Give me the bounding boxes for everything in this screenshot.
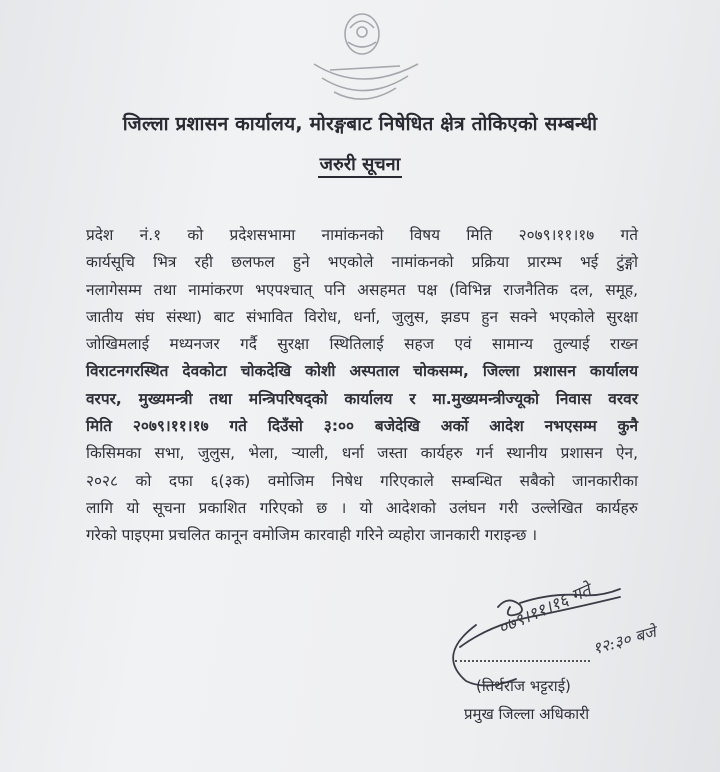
body-line: जातीय संघ संस्था) बाट संभावित विरोध, धर्ना, जुलुस, झडप हुन सक्ने भएकोले सुरक्षा [86,307,638,326]
notice-subtitle [0,152,720,176]
body-line: जोखिमलाई मध्यनजर गर्दै सुरक्षा स्थितिलाई सहज एवं सामान्य तुल्याई राख्न [86,335,638,354]
signer-name: (तिर्थराज भट्टराई) [476,677,571,695]
signer-designation: प्रमुख जिल्ला अधिकारी [464,705,590,723]
body-line: किसिमका सभा, जुलुस, भेला, र्‍याली, धर्ना जस्ता कार्यहरु गर्न स्थानीय प्रशासन ऐन, [86,444,638,463]
signature-line [455,660,590,662]
body-line: गरेको पाइएमा प्रचलित कानून वमोजिम कारवाही गरिने व्यहोरा जानकारी गराइन्छ । [86,526,538,545]
government-seal-stamp [300,4,430,114]
body-line: लागि यो सूचना प्रकाशित गरिएको छ । यो आदेशको उलंघन गरी उल्लेखित कार्यहरु [86,498,638,517]
body-line: नलागेसम्म तथा नामांकरण भएपश्चात् पनि असहमत पक्ष (विभिन्न राजनैतिक दल, समूह, [86,280,638,299]
body-line: २०२८ को दफा ६(३क) वमोजिम निषेध गरिएकाले सम्बन्धित सबैको जानकारीका [86,471,638,490]
notice-title: जिल्ला प्रशासन कार्यालय, मोरङ्गबाट निषेधित क्षेत्र तोकिएको सम्बन्धी [122,113,598,135]
handwritten-date: ०७९।११।१६ गते [495,580,595,640]
body-line: विराटनगरस्थित देवकोटा चोकदेखि कोशी अस्पताल चोकसम्म, जिल्ला प्रशासन कार्यालय [86,362,638,381]
body-line: वरपर, मुख्यमन्त्री तथा मन्त्रिपरिषद्को कार्यालय र मा.मुख्यमन्त्रीज्यूको निवास वरवर [86,389,638,408]
body-line: प्रदेश नं.१ को प्रदेशसभामा नामांकनको विषय मिति २०७९।११।१७ गते [86,226,638,244]
body-line: मिति २०७९।११।१७ गते दिउँसो ३:०० बजेदेखि अर्को आदेश नभएसम्म कुनै [86,417,638,436]
body-line: कार्यसूचि भित्र रही छलफल हुने भएकोले नामांकनको प्रक्रिया प्रारम्भ भई टुंङ्गो [86,253,638,272]
handwritten-time: १२:३० बजे [590,622,659,659]
notice-body [86,222,638,550]
notice-subtitle-text: जरुरी सूचना [318,154,403,178]
